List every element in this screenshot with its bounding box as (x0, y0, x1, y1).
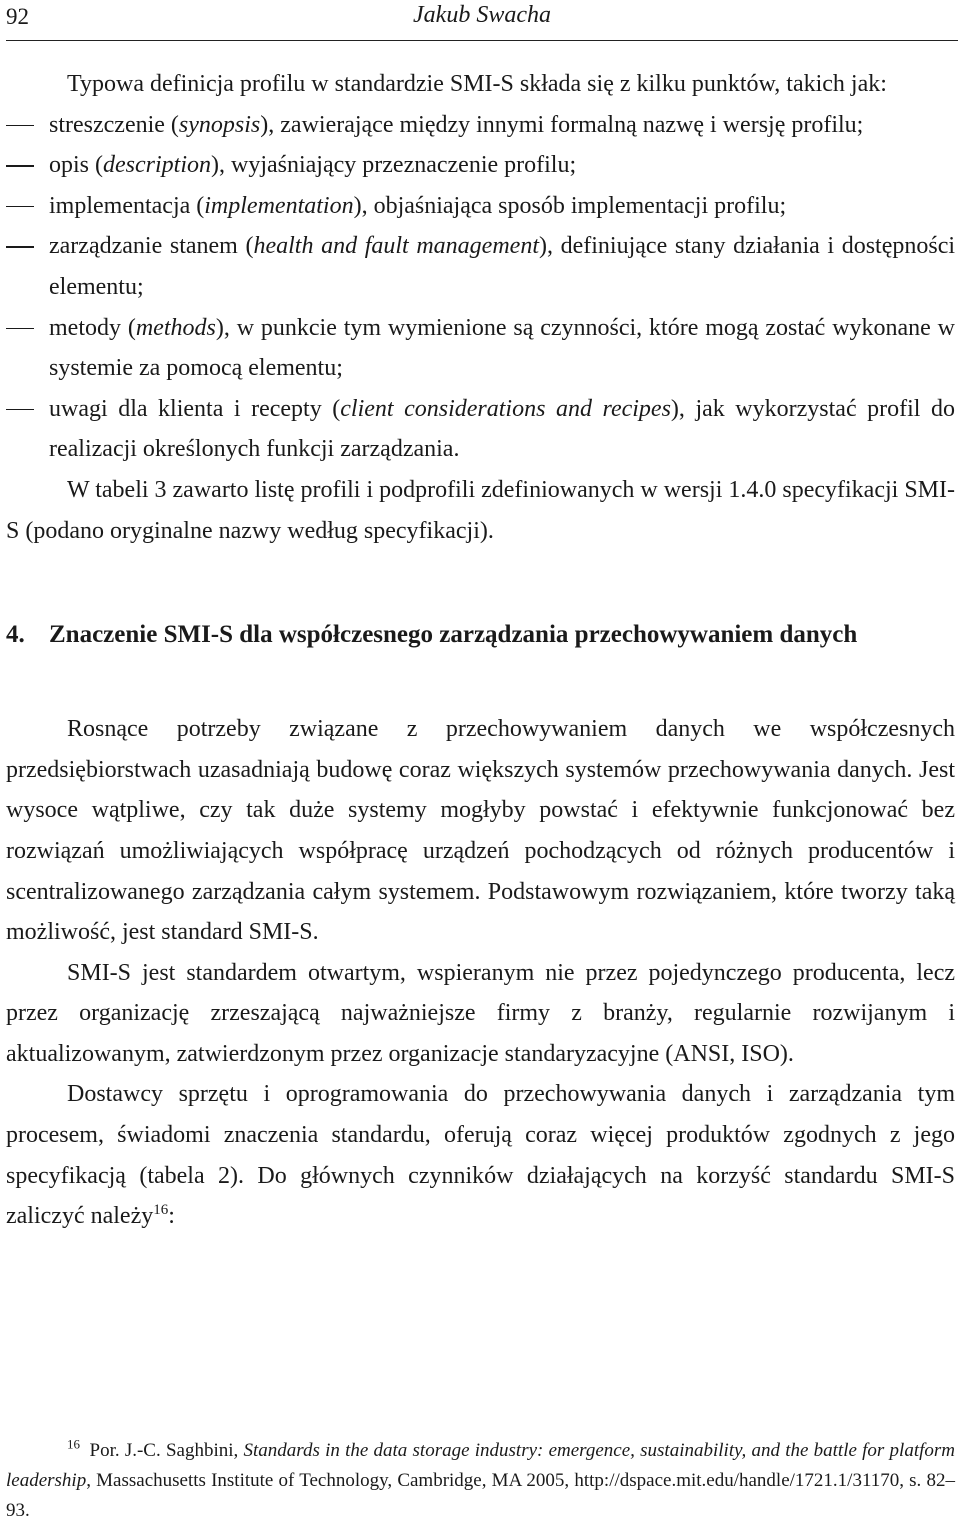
page-header (6, 0, 958, 41)
english-term: methods (135, 314, 216, 341)
list-item: zarządzanie stanem (health and fault management), definiujące stany działania i dostępności elementu; (49, 233, 956, 300)
english-term: description (103, 152, 211, 179)
body-paragraph: SMI-S jest standardem otwartym, wspieranym nie przez pojedynczego producenta, lecz przez organizację zrzeszającą najważniejsze firmy z branży, regularnie rozwijanym i aktualizowanym, zatwierdzonym przez organizacje standaryzacyjne (ANSI, ISO). (6, 959, 955, 1067)
running-title: Jakub Swacha (413, 2, 551, 28)
section-title: Znaczenie SMI-S dla współczesnego zarządzania przechowywaniem danych (49, 621, 858, 649)
intro-paragraph: Typowa definicja profilu w standardzie SMI-S składa się z kilku punktów, takich jak: (67, 71, 887, 97)
section-number: 4. (6, 621, 25, 649)
list-item: streszczenie (synopsis), zawierające między innymi formalną nazwę i wersję profilu; (49, 111, 864, 138)
page-number: 92 (6, 4, 29, 29)
citation-details[interactable]: , Massachusetts Institute of Technology, Cambridge, MA 2005, http://dspace.mit.edu/handle/1721.1/31170, s. 82–93. (6, 1470, 955, 1521)
english-term: health and fault management (253, 233, 539, 260)
body-paragraph: Rosnące potrzeby związane z przechowywaniem danych we współczesnych przedsiębiorstwach uzasadniają budowę coraz większych systemów przechowywania danych. Jest wysoce wątpliwe, czy tak duże systemy mogłyby powstać i efektywnie funkcjonować bez rozwiązań umożliwiających współpracę urządzeń pochodzących od różnych producentów i scentralizowanego zarządzania całym systemem. Podstawowym rozwiązaniem, które tworzy taką możliwość, jest standard SMI-S. (6, 716, 955, 946)
footnote-mark: 16 (67, 1436, 80, 1452)
section-heading (6, 615, 955, 655)
profile-points-list (6, 105, 955, 470)
english-term: implementation (204, 192, 354, 219)
last-paragraph: Dostawcy sprzętu i oprogramowania do przechowywania danych i zarządzania tym procesem, świadomi znaczenia standardu, oferują coraz więcej produktów zgodnych z jego specyfikacją (tabela 2). Do głównych czynników działających na korzyść standardu SMI-S zaliczyć należy$^{16}$: (6, 1081, 955, 1230)
english-term: client considerations and recipes (340, 395, 671, 422)
list-item: implementacja (implementation), objaśniająca sposób implementacji profilu; (49, 192, 787, 219)
list-item: uwagi dla klienta i recepty (client considerations and recipes), jak wykorzystać profil do realizacji określonych funkcji zarządzania. (49, 395, 955, 463)
page-body (6, 64, 955, 1237)
table-note-paragraph: W tabeli 3 zawarto listę profili i podprofili zdefiniowanych w wersji 1.4.0 specyfikacji SMI-S (podano oryginalne nazwy według specyfikacji). (6, 476, 955, 544)
footnote-reference[interactable]: 16 (153, 1202, 169, 1219)
footnote-16: $^{16}$ Por. J.-C. Saghbini, Standards in the data storage industry: emergence, sustainability, and the battle for platform leadership, Massachusetts Institute of Technology, Cambridge, MA 2005, http://dspace.mit.edu/handle/1721.1/31170, s. 82–93. (6, 1436, 955, 1521)
english-term: synopsis (178, 111, 261, 138)
list-item: metody (methods), w punkcie tym wymienione są czynności, które mogą zostać wykonane w systemie za pomocą elementu; (49, 314, 956, 382)
cited-title: Standards in the data storage industry: emergence, sustainability, and the battle for platform leadership (6, 1440, 955, 1491)
footnote-area (6, 1436, 955, 1526)
list-item: opis (description), wyjaśniający przeznaczenie profilu; (49, 152, 577, 179)
